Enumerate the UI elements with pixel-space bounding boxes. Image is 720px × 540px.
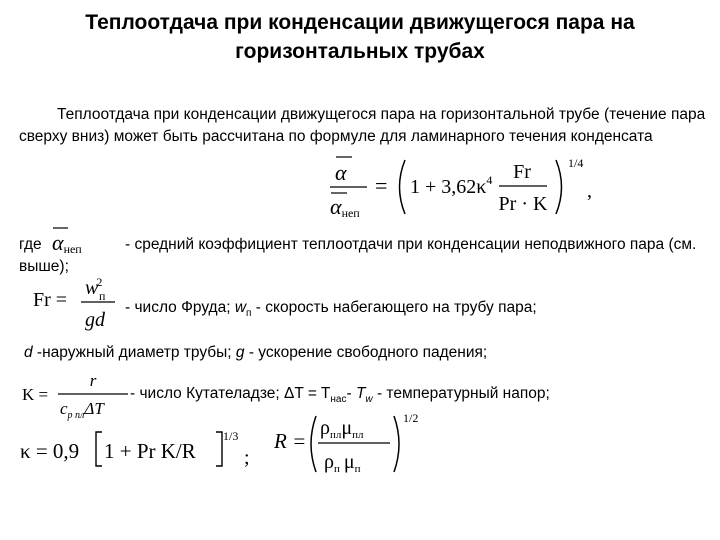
diameter-line xyxy=(24,342,487,364)
froude-numerator: w2 п xyxy=(85,275,106,303)
svg-text:αнеп: αнеп xyxy=(52,230,82,256)
fr-denominator: Pr · K xyxy=(498,193,548,215)
bracket-content: $1 + 3,62\kappa^4$ xyxy=(410,173,493,198)
kappa-bracket-content: 1 + Pr K/R xyxy=(104,439,196,463)
main-equals: = xyxy=(375,173,388,198)
alpha-den-subscript: неп xyxy=(341,206,360,220)
r-formula xyxy=(272,408,432,480)
r-lhs: R = xyxy=(274,429,307,453)
alpha-numerator: α xyxy=(335,160,347,185)
kutateladze-lhs: K = xyxy=(22,385,49,404)
diameter-text: -наружный диаметр трубы; xyxy=(32,344,236,361)
kappa-lhs: κ = 0,9 xyxy=(20,439,80,463)
left-paren xyxy=(400,160,406,214)
kappa-exponent: 1/3 xyxy=(223,429,239,443)
froude-text-after: - скорость набегающего на трубу пара; xyxy=(251,299,537,316)
froude-text xyxy=(125,297,537,325)
kappa-tail: ; xyxy=(244,447,250,469)
gravity-text: - ускорение свободного падения; xyxy=(244,344,488,361)
kappa-right-bracket xyxy=(216,432,222,466)
r-left-paren xyxy=(311,416,316,472)
r-num-rho-sub: пл xyxy=(329,429,342,441)
froude-num-subscript: п xyxy=(99,289,106,303)
kutateladze-den-subscript: p пл xyxy=(67,410,85,421)
froude-text-var-sub: п xyxy=(246,308,252,320)
kutateladze-text-2: - xyxy=(346,385,356,402)
alpha-definition-text: - средний коэффициент теплоотдачи при конденсации неподвижного пара (см. выше); xyxy=(19,236,697,275)
d-symbol: d xyxy=(24,344,33,361)
froude-formula xyxy=(33,272,125,332)
froude-text-before: - число Фруда; xyxy=(125,299,235,316)
kutateladze-text xyxy=(130,383,550,411)
main-exponent: 1/4 xyxy=(568,156,584,170)
kappa-formula xyxy=(20,420,250,470)
r-right-paren xyxy=(394,416,399,472)
where-label: где xyxy=(19,236,42,253)
tw-subscript: w xyxy=(365,394,373,406)
main-tail: , xyxy=(587,180,592,202)
fr-numerator: Fr xyxy=(513,161,531,183)
kutateladze-text-1: - число Кутателадзе; ΔT = T xyxy=(130,385,331,402)
kutateladze-text-3: - температурный напор; xyxy=(372,385,550,402)
slide-title xyxy=(40,8,680,66)
alpha-denominator: αнеп xyxy=(330,194,360,220)
title-line-2: горизонтальных трубах xyxy=(235,40,485,63)
title-line-1: Теплоотдача при конденсации движущегося пара на xyxy=(85,11,635,34)
main-formula xyxy=(325,150,625,222)
right-paren xyxy=(556,160,562,214)
kappa-exponent: 4 xyxy=(486,173,493,187)
r-numerator: $\rho_{пл}\mu_{пл}$ xyxy=(320,417,364,441)
r-denominator: $\rho_п$ $\mu_п$ xyxy=(324,451,361,475)
intro-text: Теплоотдача при конденсации движущегося пара на горизонтальной трубе (течение пара сверху вниз) может быть рассчитана по формуле для ламинарного течения конденсата xyxy=(19,106,706,145)
froude-text-var: w xyxy=(234,299,247,316)
alpha-nep-subscript: неп xyxy=(63,242,82,256)
r-exponent: 1/2 xyxy=(403,411,419,425)
r-num-mu-sub: пл xyxy=(352,429,364,441)
tw-symbol: T xyxy=(355,385,366,402)
kutateladze-formula xyxy=(22,370,132,420)
froude-lhs: Fr = xyxy=(33,289,68,311)
kappa-left-bracket xyxy=(96,432,102,466)
g-symbol: g xyxy=(235,344,245,361)
froude-num-superscript: 2 xyxy=(96,275,103,289)
kutateladze-denominator: $c_{p пл}\Delta T$ xyxy=(60,399,104,421)
r-den-mu-sub: п xyxy=(354,463,361,475)
froude-denominator: gd xyxy=(85,309,105,331)
intro-paragraph xyxy=(19,104,709,148)
t-sat-subscript: нас xyxy=(330,394,347,406)
r-den-rho-sub: п xyxy=(333,463,340,475)
kutateladze-numerator: r xyxy=(89,371,97,390)
